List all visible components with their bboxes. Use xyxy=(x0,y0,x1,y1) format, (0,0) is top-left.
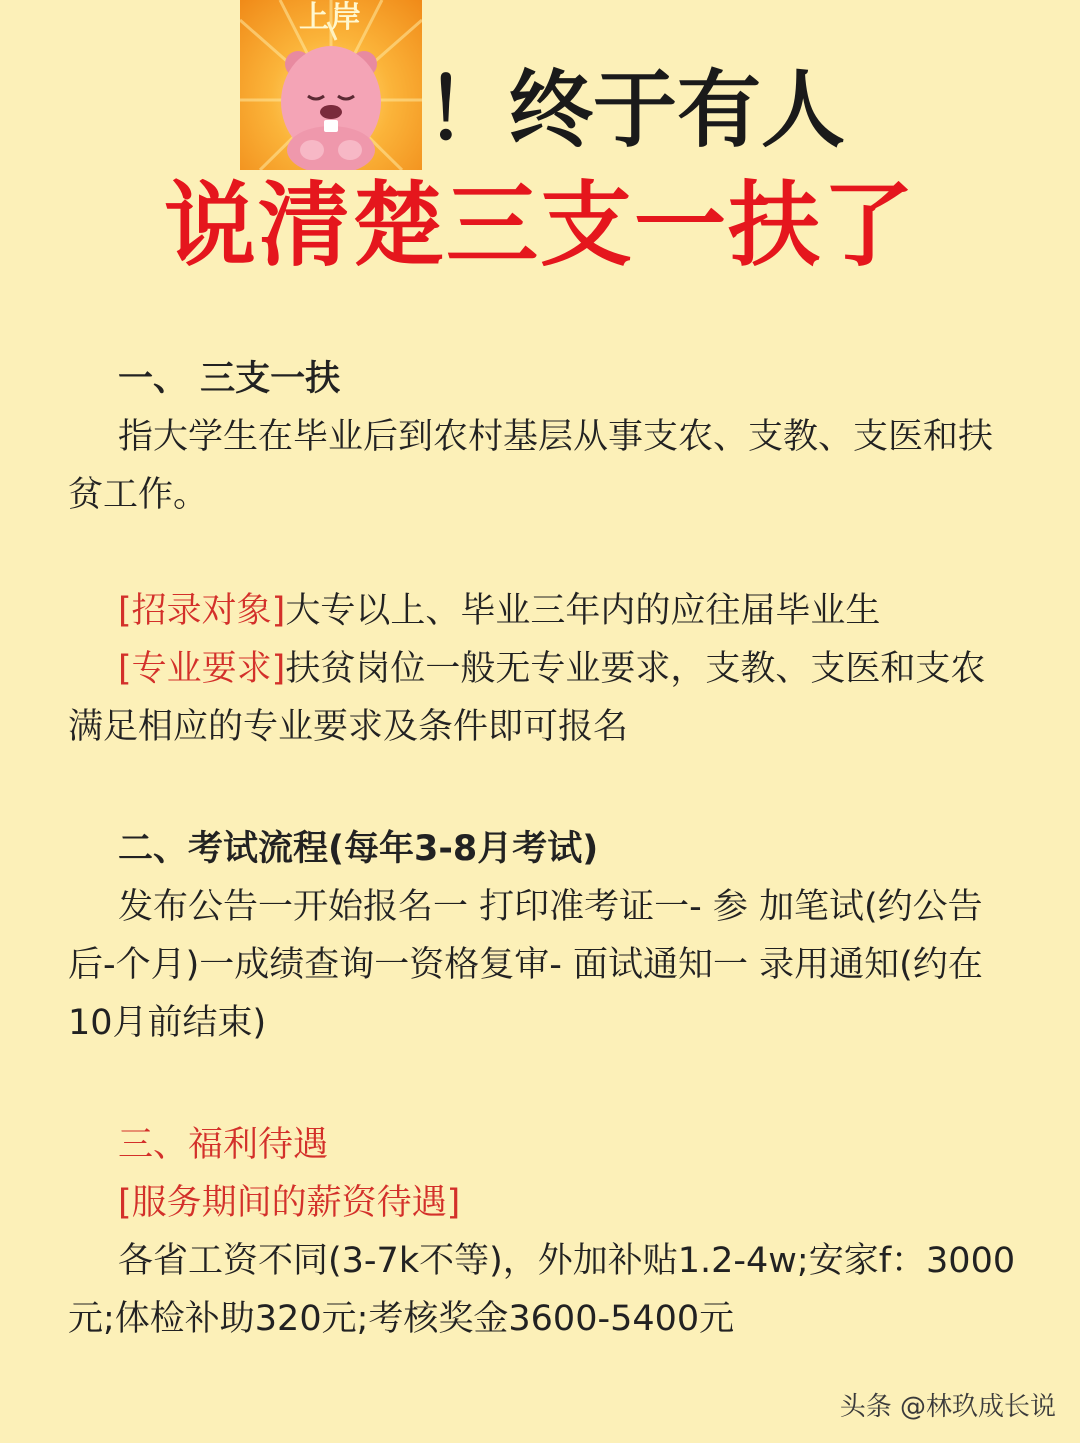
section1-body: 指大学生在毕业后到农村基层从事支农、支教、支医和扶贫工作。 xyxy=(68,417,994,515)
title-line-1: ！终于有人 xyxy=(425,61,846,159)
section2-heading: 二、考试流程(每年3-8月考试) xyxy=(118,829,599,869)
recruit-paragraph xyxy=(68,582,1018,640)
article-body xyxy=(68,350,1018,1348)
section3-subheading: [服务期间的薪资待遇] xyxy=(118,1183,461,1223)
section2-body: 发布公告一开始报名一 打印准考证一- 参 加笔试(约公告后-个月)一成绩查询一资格复审- 面试通知一 录用通知(约在10月前结束) xyxy=(68,887,983,1043)
section1-heading: 一、 三支一扶 xyxy=(118,359,341,399)
sticker-caption: 上岸 xyxy=(299,0,363,35)
major-text: 扶贫岗位一般无专业要求，支教、支医和支农满足相应的专业要求及条件即可报名 xyxy=(68,649,986,747)
recruit-text: 大专以上、毕业三年内的应往届毕业生 xyxy=(285,591,881,631)
section3-heading: 三、福利待遇 xyxy=(118,1125,329,1165)
title-line-2: 说清楚三支一扶了 xyxy=(163,172,916,279)
source-watermark: 头条 @林玖成长说 xyxy=(839,1392,1056,1422)
major-paragraph xyxy=(68,640,1018,756)
recruit-tag: [招录对象] xyxy=(118,591,286,631)
mascot-sticker xyxy=(240,0,422,170)
major-tag: [专业要求] xyxy=(118,649,286,689)
section3-body: 各省工资不同(3-7k不等)，外加补贴1.2-4w;安家f：3000元;体检补助320元;考核奖金3600-5400元 xyxy=(68,1241,1016,1339)
